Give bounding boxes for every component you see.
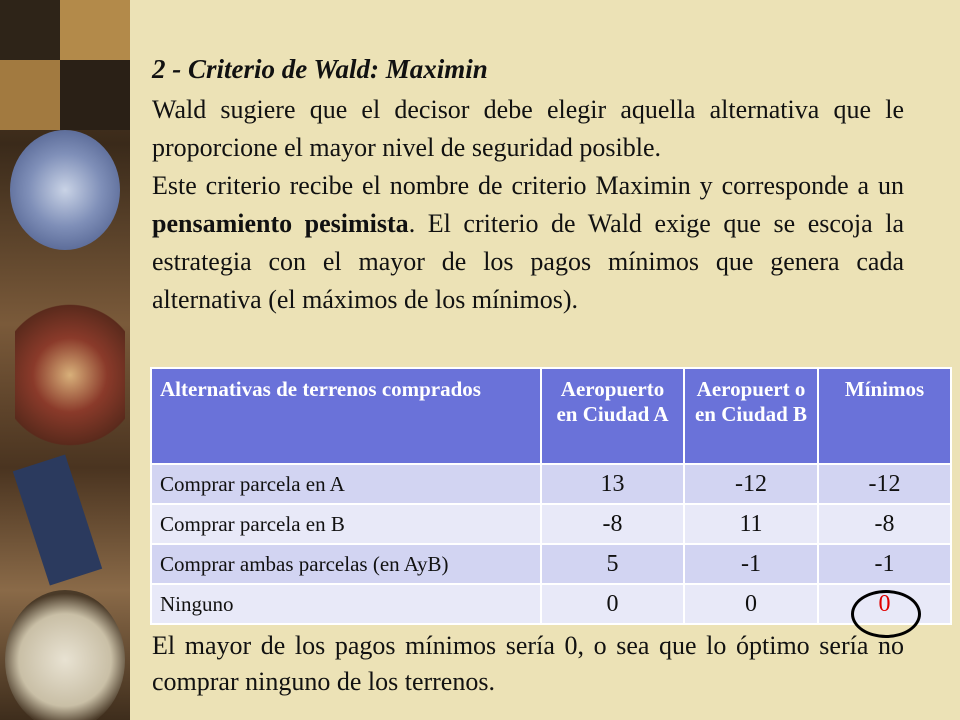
payoff-city-b: 0 <box>684 584 818 624</box>
row-minimum: -12 <box>818 464 951 504</box>
header-airport-city-b: Aeropuert o en Ciudad B <box>684 368 818 464</box>
maximin-highlighted-value: 0 <box>818 584 951 624</box>
payoff-city-b: 11 <box>684 504 818 544</box>
criterion-paragraph <box>152 167 904 319</box>
table-row <box>151 584 951 624</box>
criterion-text-end: . El criterio de Wald exige que se escoja la estrategia con el mayor de los pagos mínimos que genera cada alternativa (el máximos de los mínimos). <box>152 209 904 314</box>
slide-title: 2 - Criterio de Wald: Maximin <box>152 54 488 84</box>
decorative-medal-photo <box>0 0 130 720</box>
payoff-city-b: -12 <box>684 464 818 504</box>
header-airport-city-a: Aeropuerto en Ciudad A <box>541 368 684 464</box>
row-alternative: Ninguno <box>151 584 541 624</box>
table-header-row <box>151 368 951 464</box>
row-minimum: -8 <box>818 504 951 544</box>
pessimistic-thinking-emphasis: pensamiento pesimista <box>152 209 409 238</box>
payoff-city-a: 13 <box>541 464 684 504</box>
row-alternative: Comprar parcela en B <box>151 504 541 544</box>
payoff-city-b: -1 <box>684 544 818 584</box>
conclusion-paragraph: El mayor de los pagos mínimos sería 0, o sea que lo óptimo sería no comprar ninguno de los terrenos. <box>152 631 904 696</box>
payoff-city-a: 5 <box>541 544 684 584</box>
row-alternative: Comprar parcela en A <box>151 464 541 504</box>
header-alternatives: Alternativas de terrenos comprados <box>151 368 541 464</box>
slide-content <box>130 0 960 720</box>
row-minimum: -1 <box>818 544 951 584</box>
table-row <box>151 464 951 504</box>
row-alternative: Comprar ambas parcelas (en AyB) <box>151 544 541 584</box>
payoff-table <box>150 367 952 625</box>
payoff-city-a: -8 <box>541 504 684 544</box>
payoff-city-a: 0 <box>541 584 684 624</box>
header-minimums: Mínimos <box>818 368 951 464</box>
criterion-text-start: Este criterio recibe el nombre de criterio Maximin y corresponde a un <box>152 171 904 200</box>
table-row <box>151 544 951 584</box>
intro-paragraph: Wald sugiere que el decisor debe elegir aquella alternativa que le proporcione el mayor nivel de seguridad posible. <box>152 95 904 162</box>
table-row <box>151 504 951 544</box>
